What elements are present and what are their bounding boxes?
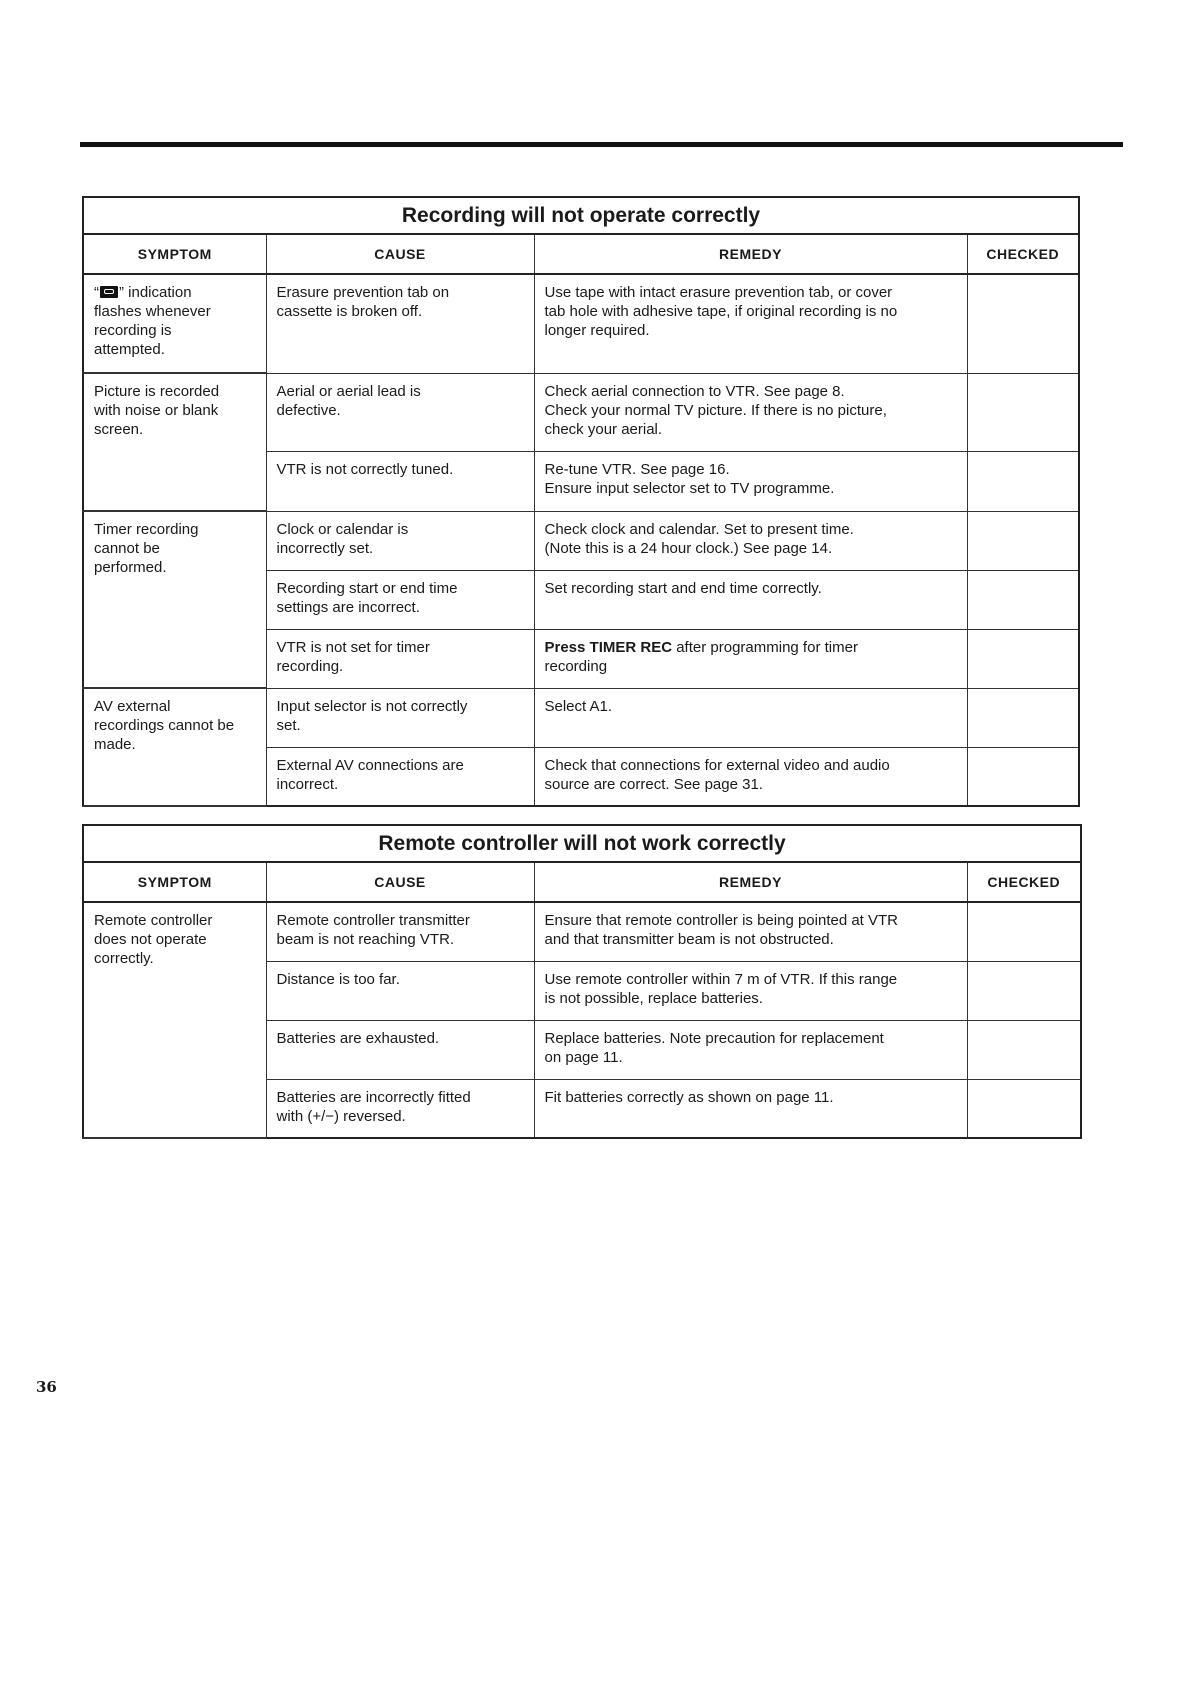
remote-title-row [83,825,1081,862]
remedy-cell: Use tape with intact erasure prevention tab, or cover tab hole with adhesive tape, if original recording is no longer required. [534,274,967,373]
header-checked: CHECKED [967,862,1081,902]
checked-box[interactable] [967,688,1079,747]
table-row [83,373,1079,451]
checked-box[interactable] [967,451,1079,511]
symptom-text: ” indication flashes whenever recording is attempted. [94,284,211,358]
cassette-icon [100,286,118,298]
table-row [83,688,1079,747]
page-number: 36 [36,1378,57,1396]
symptom-cell: Picture is recorded with noise or blank screen. [83,373,266,511]
checked-box[interactable] [967,511,1079,570]
cause-cell: Remote controller transmitter beam is not reaching VTR. [266,902,534,961]
remedy-cell [534,629,967,688]
header-checked: CHECKED [967,234,1079,274]
remedy-cell: Use remote controller within 7 m of VTR. If this range is not possible, replace batteries. [534,961,967,1020]
recording-table [82,196,1080,807]
remote-table-title: Remote controller will not work correctly [83,825,1081,862]
recording-table-title: Recording will not operate correctly [83,197,1079,234]
checked-box[interactable] [967,961,1081,1020]
cause-cell: Recording start or end time settings are incorrect. [266,570,534,629]
cause-cell: Aerial or aerial lead is defective. [266,373,534,451]
remote-table [82,824,1082,1139]
cause-cell: VTR is not set for timer recording. [266,629,534,688]
header-cause: CAUSE [266,234,534,274]
cause-cell: Batteries are incorrectly fitted with (+/−) reversed. [266,1079,534,1138]
table-row [83,511,1079,570]
checked-box[interactable] [967,1079,1081,1138]
cause-cell: External AV connections are incorrect. [266,747,534,806]
table-row [83,274,1079,373]
cause-cell: Erasure prevention tab on cassette is broken off. [266,274,534,373]
remedy-cell: Re-tune VTR. See page 16. Ensure input selector set to TV programme. [534,451,967,511]
symptom-cell: AV external recordings cannot be made. [83,688,266,806]
table-row [83,902,1081,961]
checked-box[interactable] [967,902,1081,961]
header-symptom: SYMPTOM [83,862,266,902]
remedy-cell: Select A1. [534,688,967,747]
checked-box[interactable] [967,629,1079,688]
remedy-cell: Ensure that remote controller is being pointed at VTR and that transmitter beam is not obstructed. [534,902,967,961]
symptom-prefix: “ [94,284,99,301]
recording-header-row [83,234,1079,274]
remedy-cell: Set recording start and end time correctly. [534,570,967,629]
checked-box[interactable] [967,373,1079,451]
cause-cell: Batteries are exhausted. [266,1020,534,1079]
remedy-cell: Fit batteries correctly as shown on page 11. [534,1079,967,1138]
remedy-cell: Check aerial connection to VTR. See page 8. Check your normal TV picture. If there is no picture, check your aerial. [534,373,967,451]
remedy-cell: Check that connections for external video and audio source are correct. See page 31. [534,747,967,806]
top-rule [80,142,1123,147]
cause-cell: Clock or calendar is incorrectly set. [266,511,534,570]
symptom-cell: Remote controller does not operate correctly. [83,902,266,1138]
header-remedy: REMEDY [534,234,967,274]
checked-box[interactable] [967,1020,1081,1079]
recording-title-row [83,197,1079,234]
checked-box[interactable] [967,570,1079,629]
remedy-cell: Replace batteries. Note precaution for replacement on page 11. [534,1020,967,1079]
symptom-cell [83,274,266,373]
symptom-cell: Timer recording cannot be performed. [83,511,266,688]
header-cause: CAUSE [266,862,534,902]
remote-header-row [83,862,1081,902]
remedy-text: after programming for timer recording [544,638,858,675]
remedy-key: Press TIMER REC [544,638,673,656]
remedy-cell: Check clock and calendar. Set to present time. (Note this is a 24 hour clock.) See page 14. [534,511,967,570]
cause-cell: Input selector is not correctly set. [266,688,534,747]
cause-cell: Distance is too far. [266,961,534,1020]
checked-box[interactable] [967,747,1079,806]
checked-box[interactable] [967,274,1079,373]
cause-cell: VTR is not correctly tuned. [266,451,534,511]
header-remedy: REMEDY [534,862,967,902]
header-symptom: SYMPTOM [83,234,266,274]
